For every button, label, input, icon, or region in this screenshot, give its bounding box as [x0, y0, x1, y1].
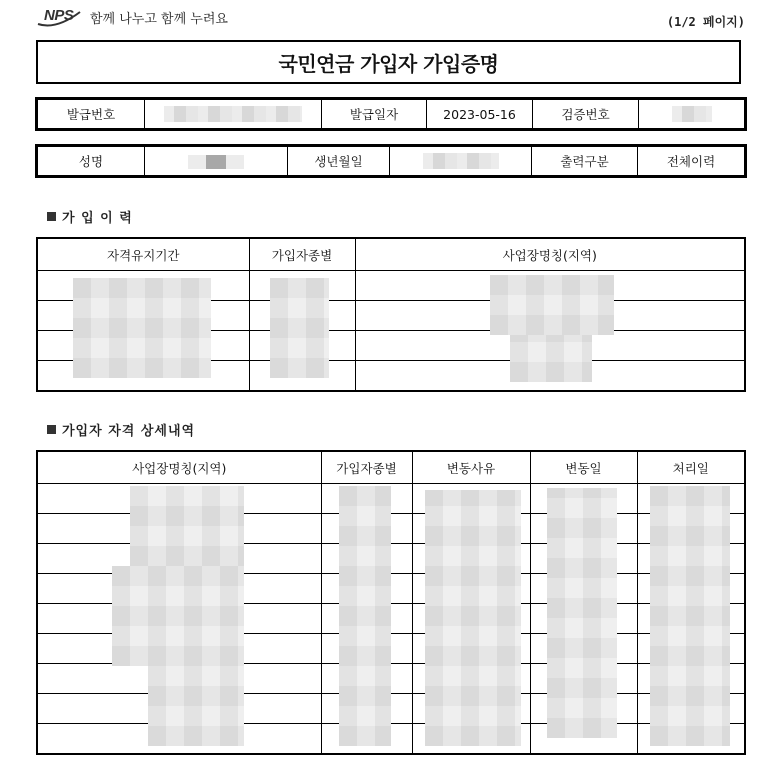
col-processing-date: 처리일 [637, 451, 745, 484]
col-workplace: 사업장명칭(지역) [355, 238, 745, 271]
redacted-processing-date [650, 486, 730, 746]
verify-no-value [639, 99, 746, 130]
square-bullet-icon [47, 425, 56, 434]
section-history-title-text: 가 입 이 력 [62, 211, 133, 226]
redacted-workplace [130, 486, 244, 566]
table-row [37, 694, 745, 724]
issue-date-label: 발급일자 [322, 99, 427, 130]
redacted-member-type [270, 278, 329, 378]
redacted-workplace [148, 666, 244, 746]
document-title-box [36, 40, 741, 84]
issue-date-value: 2023-05-16 [427, 99, 533, 130]
redacted-member-type [339, 486, 391, 746]
document-title: 국민연금 가입자 가입증명 [278, 51, 499, 76]
slogan: 함께 나누고 함께 누려요 [90, 12, 228, 27]
section-detail-title-text: 가입자 자격 상세내역 [62, 424, 196, 439]
square-bullet-icon [47, 212, 56, 221]
issue-no-label: 발급번호 [37, 99, 145, 130]
name-label: 성명 [37, 146, 145, 177]
print-type-label: 출력구분 [532, 146, 638, 177]
name-value [145, 146, 288, 177]
redacted-change-reason [425, 490, 521, 746]
table-row [37, 724, 745, 755]
verify-no-label: 검증번호 [533, 99, 639, 130]
section-history-title [47, 207, 133, 226]
birth-value [390, 146, 532, 177]
col-workplace: 사업장명칭(지역) [37, 451, 321, 484]
page-indicator: (1/2 페이지) [666, 15, 745, 29]
redacted-workplace [112, 566, 244, 666]
issue-info-table [35, 97, 747, 131]
col-change-date: 변동일 [530, 451, 637, 484]
issue-no-value [145, 99, 322, 130]
col-change-reason: 변동사유 [412, 451, 530, 484]
section-detail-title [47, 420, 195, 439]
person-info-table [35, 144, 747, 178]
birth-label: 생년월일 [288, 146, 390, 177]
redacted-workplace [490, 275, 614, 335]
redacted-change-date [547, 488, 617, 738]
logo-text: NPS [44, 7, 74, 24]
redacted-period [73, 278, 211, 378]
col-member-type: 가입자종별 [249, 238, 355, 271]
col-period: 자격유지기간 [37, 238, 249, 271]
col-member-type: 가입자종별 [321, 451, 412, 484]
redacted-workplace [510, 335, 592, 382]
print-type-value: 전체이력 [638, 146, 746, 177]
table-row [37, 664, 745, 694]
